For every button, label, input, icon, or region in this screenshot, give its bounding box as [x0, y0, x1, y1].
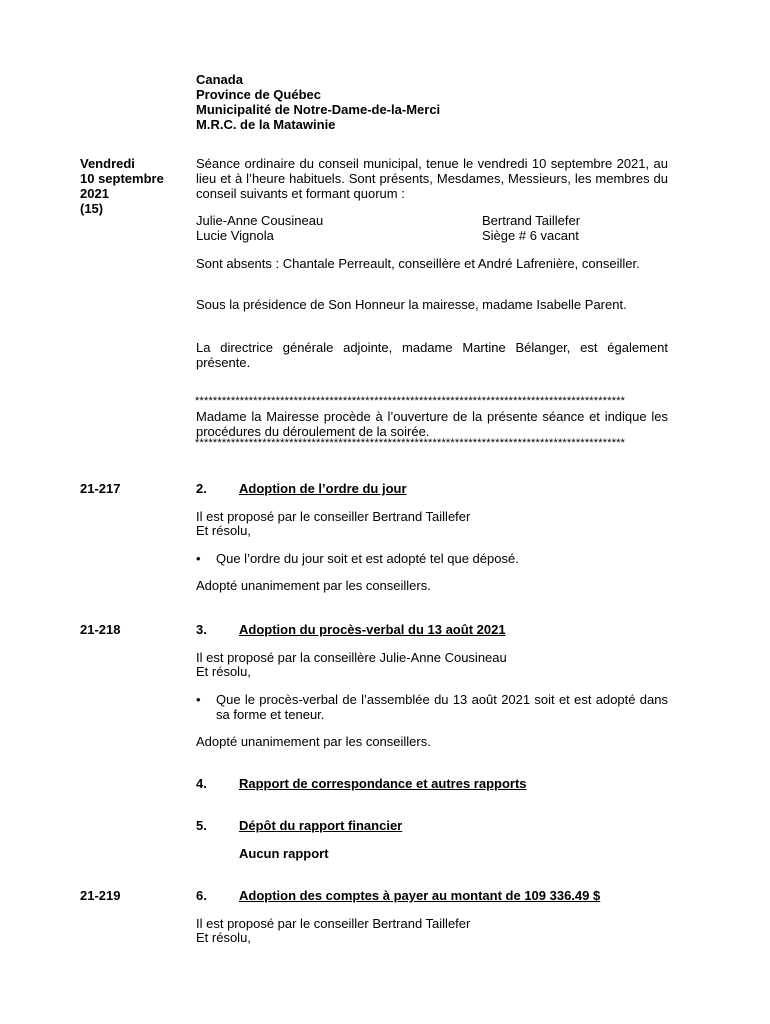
present-member-3: Bertrand Taillefer	[482, 213, 581, 228]
separator-top: ************************************************************************************************	[195, 396, 626, 407]
present-member-2: Lucie Vignola	[196, 228, 274, 243]
item-4-number: 4.	[196, 776, 207, 791]
resolution-number-217: 21-217	[80, 481, 121, 496]
vacant-seat: Siège # 6 vacant	[482, 228, 579, 243]
item-3-proposer: Il est proposé par la conseillère Julie-Anne Cousineau	[196, 650, 507, 665]
presidence-note: Sous la présidence de Son Honneur la mairesse, madame Isabelle Parent.	[196, 297, 627, 312]
item-2-adopted: Adopté unanimement par les conseillers.	[196, 578, 431, 593]
item-6-proposer: Il est proposé par le conseiller Bertrand Taillefer	[196, 916, 471, 931]
meeting-date: 10 septembre	[80, 171, 164, 186]
item-3-title: Adoption du procès-verbal du 13 août 2021	[239, 622, 506, 637]
item-2-proposer: Il est proposé par le conseiller Bertrand Taillefer	[196, 509, 471, 524]
bullet-icon: •	[196, 692, 201, 707]
item-2-resolution: Que l’ordre du jour soit et est adopté tel que déposé.	[216, 551, 519, 566]
item-2-resolu: Et résolu,	[196, 523, 251, 538]
item-4-title: Rapport de correspondance et autres rapports	[239, 776, 527, 791]
item-2-number: 2.	[196, 481, 207, 496]
meeting-date-margin	[80, 156, 190, 216]
meeting-year: 2021	[80, 186, 109, 201]
header-mrc: M.R.C. de la Matawinie	[196, 117, 336, 132]
item-3-number: 3.	[196, 622, 207, 637]
item-3-resolution: Que le procès-verbal de l’assemblée du 13 août 2021 soit et est adopté dans sa forme et teneur.	[216, 692, 668, 722]
directrice-note: La directrice générale adjointe, madame Martine Bélanger, est également présente.	[196, 340, 668, 370]
meeting-intro: Séance ordinaire du conseil municipal, tenue le vendredi 10 septembre 2021, au lieu et à l’heure habituels. Sont présents, Mesdames, Messieurs, les membres du conseil suivants et formant quorum :	[196, 156, 668, 201]
header-municipality: Municipalité de Notre-Dame-de-la-Merci	[196, 102, 441, 117]
opening-note: Madame la Mairesse procède à l’ouverture de la présente séance et indique les procédures du déroulement de la soirée.	[196, 409, 668, 439]
present-member-1: Julie-Anne Cousineau	[196, 213, 324, 228]
item-6-title: Adoption des comptes à payer au montant de 109 336.49 $	[239, 888, 601, 903]
meeting-day: Vendredi	[80, 156, 135, 171]
item-2-title: Adoption de l’ordre du jour	[239, 481, 407, 496]
item-5-number: 5.	[196, 818, 207, 833]
header-country: Canada	[196, 72, 243, 87]
item-3-resolu: Et résolu,	[196, 664, 251, 679]
meeting-sequence: (15)	[80, 201, 104, 216]
item-5-subtitle: Aucun rapport	[239, 846, 329, 861]
absent-members: Sont absents : Chantale Perreault, conseillère et André Lafrenière, conseiller.	[196, 256, 640, 271]
item-6-number: 6.	[196, 888, 207, 903]
item-3-adopted: Adopté unanimement par les conseillers.	[196, 734, 431, 749]
resolution-number-219: 21-219	[80, 888, 121, 903]
item-6-resolu: Et résolu,	[196, 930, 251, 945]
document-header	[196, 72, 668, 132]
resolution-number-218: 21-218	[80, 622, 121, 637]
header-province: Province de Québec	[196, 87, 321, 102]
bullet-icon: •	[196, 551, 201, 566]
separator-bottom: ************************************************************************************************	[195, 438, 626, 449]
item-5-title: Dépôt du rapport financier	[239, 818, 403, 833]
